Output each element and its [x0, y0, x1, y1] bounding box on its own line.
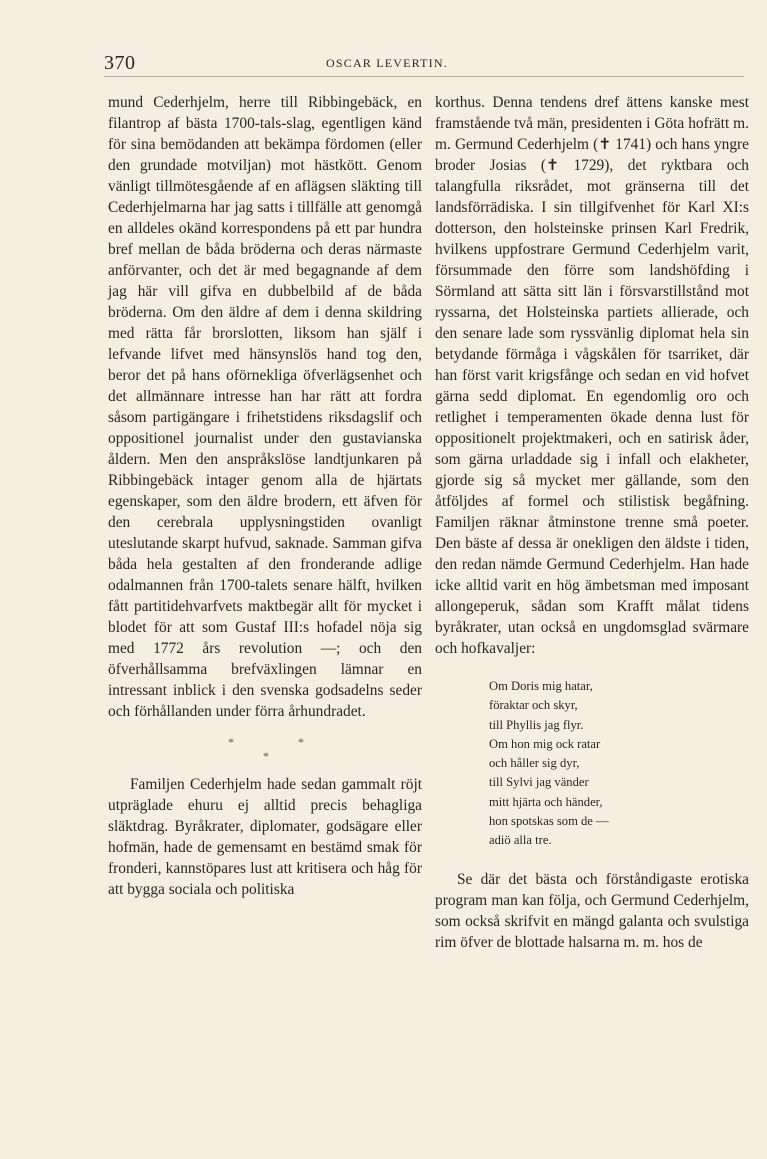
poem-line: mitt hjärta och händer,	[489, 794, 603, 809]
poem	[489, 677, 749, 851]
poem-line: till Phyllis jag flyr.	[489, 717, 584, 732]
poem-line: Om Doris mig hatar,	[489, 679, 593, 693]
poem-line: föraktar och skyr,	[489, 698, 578, 713]
body-paragraph: mund Cederhjelm, herre till Ribbingebäck, en filantrop af bästa 1700-tals-slag, egentligen känd för sina bemödanden att bekämpa fördomen (eller den grundade motviljan) mot hästkött. Genom vänligt tillmötesgående af en aflägsen släkting till Cederhjelmarna har jag satts i tillfälle att genomgå en alldeles okänd korrespondens på ett par hundra bref mellan de båda bröderna och deras närmaste anförvanter, och det är med begagnande af dem jag här vill gifva en dubbelbild af de båda bröderna. Om den äldre af dem i denna skildring med rätta får brorslotten, liksom han själf i lefvande lifvet med hänsynslös hand tog den, beror det på hans oförnekliga öfverlägsenhet och det allmännare intresse han har rätt att fordra såsom partigängare i frihetstidens riksdagslif och oppositionel journalist under den gustavianska åldern. Men den anspråkslöse landtjunkaren på Ribbingebäck intager genom alla de hjärtats egenskaper, som den äldre brodern, ett äfven för den cerebrala upplysningstiden ovanligt uteslutande skarpt hufvud, saknade. Samman gifva båda hela gestalten af den fronderande adlige odalmannen från 1700-talets senare hälft, hvilken fått partitidehvarfvets maktbegär allt för mycket i blodet för att som Gustaf III:s hofadel nöja sig med 1772 års revolution —; och den öfverhållsamma brefväxlingen lämnar en intressant inblick i den svenska godsadelns seder och förhållanden under förra århundradet.	[108, 94, 422, 720]
section-separator	[108, 728, 422, 768]
left-column	[108, 92, 422, 900]
poem-line: adiö alla tre.	[489, 833, 552, 848]
running-title: OSCAR LEVERTIN.	[326, 56, 448, 70]
poem-line: och håller sig dyr,	[489, 756, 580, 771]
separator-asterisk: *	[228, 735, 234, 749]
poem-line: hon spotskas som de —	[489, 814, 609, 829]
header-rule	[104, 76, 744, 77]
separator-asterisk: *	[263, 749, 269, 763]
body-paragraph: korthus. Denna tendens dref ättens kanske mest framstående två män, presidenten i Göta hofrätt m. m. Germund Cederhjelm (✝ 1741) och hans yngre broder Josias (✝ 1729), det ryktbara och talangfulla riksrådet, mot gränserna till det landsförrädiska. I sin tillgifvenhet för Karl XI:s dotterson, den holsteinske prinsen Karl Fredrik, hvilkens uppfostrare Germund Cederhjelm varit, försummade den förre som landshöfding i Sörmland att sätta sitt län i försvarstillstånd mot ryssarna, det Holsteinska partiets allierade, och den senare lade som ryssvänlig diplomat hela sin betydande förmåga i vågskålen för tsarriket, där han först varit krigsfånge och sedan en vid hofvet gärna sedd diplomat. En egendomlig oro och retlighet i temperamenten ökade denna lust för oppositionelt projektmakeri, och en satirisk åder, som gärna urladdade sig i infall och elakheter, gjorde sig så mycket mer gällande, som den åtföljdes af formel och stilistisk begåfning. Familjen räknar åtminstone trenne små poeter. Den bäste af dessa är onekligen den äldste i tiden, den redan nämde Germund Cederhjelm. Han hade icke alltid varit en hög ämbetsman med imposant allongeperuk, sådan som Krafft målat tidens byråkrater, utan också en ungdomsglad svärmare och hofkavaljer:	[435, 94, 749, 657]
poem-line: till Sylvi jag vänder	[489, 775, 589, 790]
right-column	[435, 92, 749, 953]
body-paragraph: Familjen Cederhjelm hade sedan gammalt röjt utpräglade ehuru ej alltid precis behagliga släktdrag. Byråkrater, diplomater, godsägare eller hofmän, hade de gemensamt en bestämd smak för fronderi, kannstöpares lust att kritisera och håg för att bygga sociala och politiska	[108, 776, 422, 898]
page-number: 370	[104, 52, 136, 74]
separator-asterisk: *	[298, 735, 304, 749]
body-paragraph: Se där det bästa och förståndigaste erotiska program man kan följa, och Germund Cederhjelm, som också skrifvit en mängd galanta och svulstiga rim öfver de blottade halsarna m. m. hos de	[435, 870, 749, 951]
poem-line: Om hon mig ock ratar	[489, 736, 601, 751]
